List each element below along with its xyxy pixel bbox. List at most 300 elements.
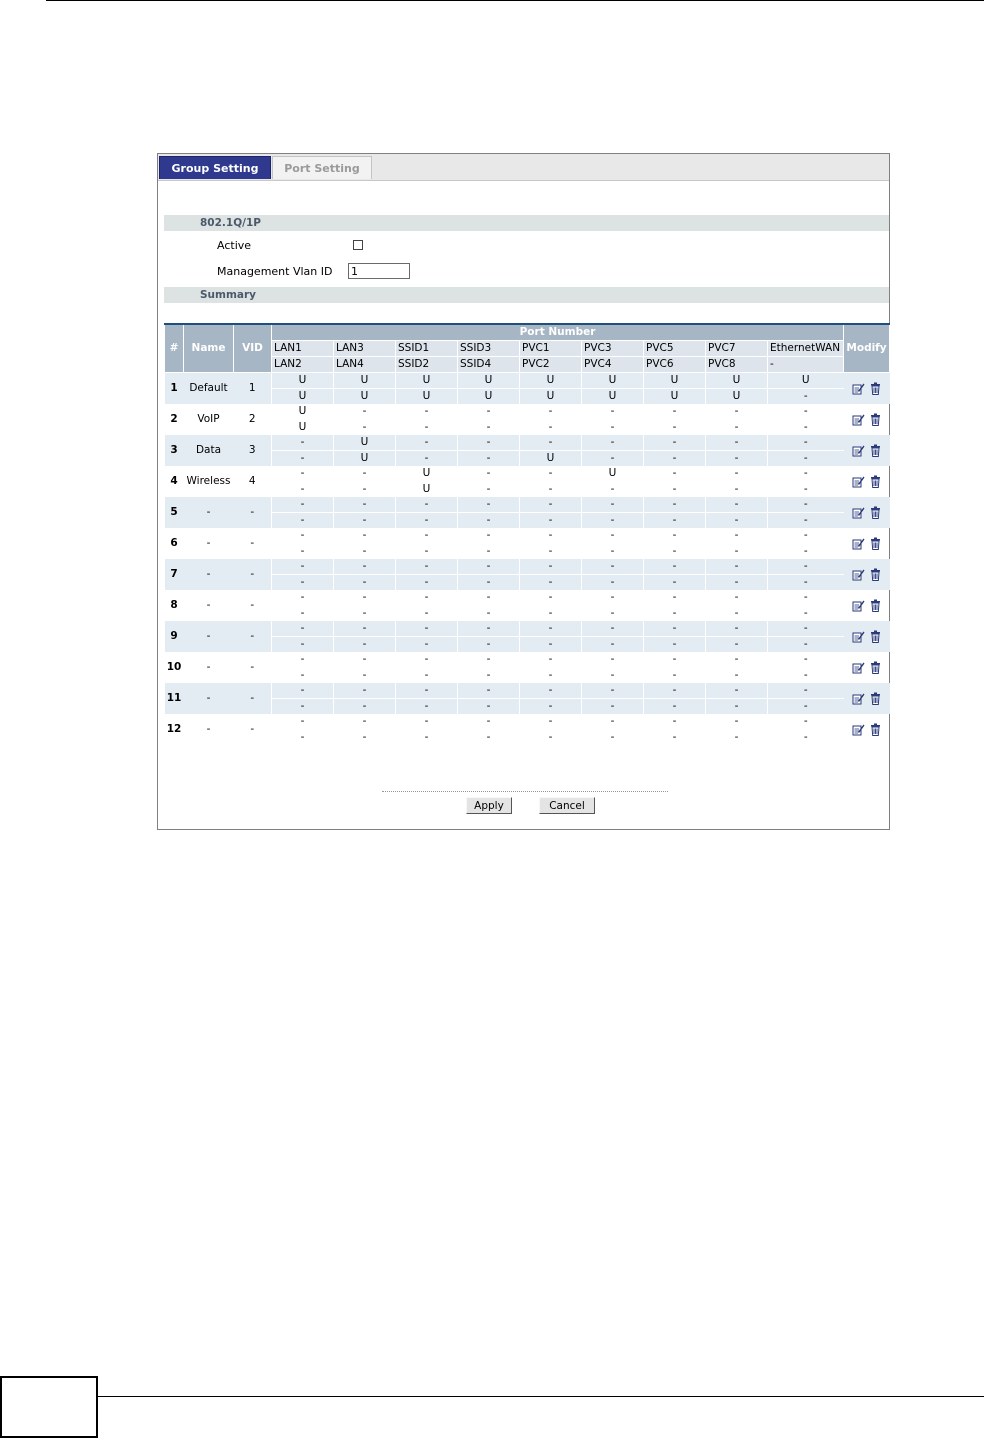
port-cell: -	[768, 404, 844, 420]
port-cell: -	[396, 435, 458, 451]
port-label: PVC8	[706, 357, 768, 373]
row-modify-actions	[844, 714, 890, 745]
port-cell: -	[706, 683, 768, 699]
port-cell: -	[520, 482, 582, 498]
row-name: -	[206, 661, 211, 673]
port-cell: -	[396, 559, 458, 575]
row-vid: -	[234, 683, 272, 714]
port-label: SSID2	[396, 357, 458, 373]
row-vid: -	[250, 723, 255, 735]
port-cell: -	[272, 699, 334, 715]
port-cell: U	[272, 389, 334, 405]
port-cell: -	[582, 435, 644, 451]
port-cell: -	[396, 652, 458, 668]
row-modify-actions	[844, 497, 890, 528]
port-cell: U	[582, 466, 644, 482]
port-cell: -	[768, 451, 844, 467]
port-cell: -	[458, 544, 520, 560]
apply-button[interactable]: Apply	[466, 797, 512, 814]
delete-icon[interactable]	[869, 506, 882, 519]
port-cell: -	[396, 404, 458, 420]
port-number-header: Port Number	[272, 324, 844, 341]
row-name: -	[206, 599, 211, 611]
edit-icon[interactable]	[852, 413, 865, 426]
port-cell: -	[582, 497, 644, 513]
port-cell: U	[458, 389, 520, 405]
edit-icon[interactable]	[852, 568, 865, 581]
col-num-header: #	[165, 324, 184, 373]
port-cell: U	[396, 389, 458, 405]
port-cell: -	[644, 497, 706, 513]
tab-group-setting[interactable]: Group Setting	[159, 156, 271, 179]
port-cell: -	[458, 435, 520, 451]
port-cell: -	[272, 606, 334, 622]
port-cell: -	[272, 528, 334, 544]
row-vid: 4	[248, 475, 256, 487]
port-cell: -	[582, 699, 644, 715]
port-cell: -	[706, 482, 768, 498]
port-cell: U	[272, 404, 334, 420]
port-cell: -	[458, 590, 520, 606]
port-cell: -	[706, 404, 768, 420]
port-cell: -	[458, 714, 520, 730]
port-cell: -	[334, 528, 396, 544]
port-cell: -	[334, 544, 396, 560]
port-label: PVC1	[520, 341, 582, 357]
port-cell: -	[520, 590, 582, 606]
port-cell: -	[706, 575, 768, 591]
port-cell: -	[272, 497, 334, 513]
port-cell: -	[644, 637, 706, 653]
port-cell: -	[644, 513, 706, 529]
port-cell: -	[582, 606, 644, 622]
port-cell: -	[706, 559, 768, 575]
port-cell: -	[520, 575, 582, 591]
delete-icon[interactable]	[869, 568, 882, 581]
delete-icon[interactable]	[869, 475, 882, 488]
table-row-ports-bottom	[165, 389, 890, 405]
col-modify-header: Modify	[844, 324, 890, 373]
port-cell: -	[520, 466, 582, 482]
port-cell: -	[396, 575, 458, 591]
port-cell: -	[582, 420, 644, 436]
port-cell: -	[520, 683, 582, 699]
port-cell: -	[334, 606, 396, 622]
port-cell: U	[768, 373, 844, 389]
port-cell: -	[396, 714, 458, 730]
port-cell: -	[272, 435, 334, 451]
row-number: 1	[165, 373, 184, 405]
table-row	[165, 714, 890, 730]
port-cell: U	[706, 389, 768, 405]
port-cell: -	[582, 544, 644, 560]
row-number: 3	[165, 435, 184, 466]
port-cell: -	[644, 652, 706, 668]
edit-icon[interactable]	[852, 723, 865, 736]
port-cell: -	[334, 683, 396, 699]
port-cell: -	[458, 575, 520, 591]
port-cell: -	[334, 699, 396, 715]
port-cell: -	[644, 730, 706, 746]
port-cell: -	[706, 652, 768, 668]
port-label: EthernetWAN	[768, 341, 844, 357]
row-vid: 3	[234, 435, 272, 466]
table-row	[165, 497, 890, 513]
port-cell: -	[334, 668, 396, 684]
row-number: 2	[170, 413, 178, 425]
delete-icon[interactable]	[869, 630, 882, 643]
port-cell: U	[396, 482, 458, 498]
port-cell: -	[768, 559, 844, 575]
port-cell: -	[272, 683, 334, 699]
row-modify-actions	[844, 559, 890, 590]
port-cell: -	[334, 714, 396, 730]
row-number: 10	[166, 661, 182, 673]
port-cell: -	[706, 544, 768, 560]
row-modify-actions	[844, 683, 890, 714]
port-cell: -	[768, 497, 844, 513]
row-name: -	[206, 723, 211, 735]
port-cell: -	[520, 730, 582, 746]
port-cell: -	[334, 420, 396, 436]
port-cell: -	[396, 590, 458, 606]
port-cell: -	[396, 621, 458, 637]
port-cell: U	[582, 373, 644, 389]
delete-icon[interactable]	[869, 444, 882, 457]
active-label: Active	[217, 239, 252, 252]
port-cell: -	[520, 621, 582, 637]
port-cell: -	[768, 528, 844, 544]
port-cell: -	[768, 699, 844, 715]
port-cell: -	[706, 590, 768, 606]
button-divider	[382, 791, 668, 792]
port-cell: -	[458, 482, 520, 498]
port-cell: -	[272, 513, 334, 529]
port-cell: -	[582, 404, 644, 420]
table-row	[165, 373, 890, 389]
edit-icon[interactable]	[852, 661, 865, 674]
port-label: SSID1	[396, 341, 458, 357]
port-cell: -	[396, 668, 458, 684]
row-name: -	[206, 537, 211, 549]
port-cell: -	[458, 637, 520, 653]
port-cell: -	[272, 621, 334, 637]
row-vid: 2	[248, 413, 256, 425]
row-name: Data	[184, 435, 234, 466]
port-label: SSID3	[458, 341, 520, 357]
port-label: LAN1	[272, 341, 334, 357]
port-cell: -	[272, 575, 334, 591]
port-cell: -	[768, 730, 844, 746]
port-cell: U	[520, 373, 582, 389]
port-cell: -	[706, 699, 768, 715]
page-top-rule	[46, 0, 984, 1]
table-row	[165, 466, 890, 482]
port-cell: -	[396, 683, 458, 699]
port-cell: -	[520, 714, 582, 730]
port-cell: U	[644, 389, 706, 405]
row-name: -	[184, 559, 234, 590]
active-checkbox[interactable]	[353, 240, 363, 250]
port-cell: -	[334, 466, 396, 482]
port-cell: -	[768, 683, 844, 699]
port-cell: -	[644, 714, 706, 730]
port-cell: -	[520, 652, 582, 668]
port-cell: -	[706, 637, 768, 653]
port-cell: -	[334, 637, 396, 653]
page-number-box	[0, 1376, 98, 1438]
row-number: 4	[170, 475, 178, 487]
delete-icon[interactable]	[869, 537, 882, 550]
port-cell: -	[644, 482, 706, 498]
edit-icon[interactable]	[852, 599, 865, 612]
port-cell: -	[644, 404, 706, 420]
row-vid: -	[250, 661, 255, 673]
port-cell: -	[768, 714, 844, 730]
port-cell: -	[272, 730, 334, 746]
table-row-ports-bottom	[165, 699, 890, 715]
table-row	[165, 528, 890, 544]
row-name: -	[184, 497, 234, 528]
port-label: PVC2	[520, 357, 582, 373]
edit-icon[interactable]	[852, 444, 865, 457]
port-label: LAN3	[334, 341, 396, 357]
port-cell: -	[272, 652, 334, 668]
port-cell: -	[458, 683, 520, 699]
port-cell: -	[644, 559, 706, 575]
port-cell: -	[458, 451, 520, 467]
port-cell: -	[582, 451, 644, 467]
edit-icon[interactable]	[852, 537, 865, 550]
port-cell: U	[520, 389, 582, 405]
row-name: -	[184, 683, 234, 714]
edit-icon[interactable]	[852, 630, 865, 643]
delete-icon[interactable]	[869, 723, 882, 736]
port-cell: -	[768, 606, 844, 622]
table-row	[165, 590, 890, 606]
port-cell: U	[582, 389, 644, 405]
port-cell: -	[334, 621, 396, 637]
port-cell: -	[582, 683, 644, 699]
port-cell: -	[706, 730, 768, 746]
port-cell: -	[582, 590, 644, 606]
port-cell: -	[644, 621, 706, 637]
port-cell: -	[334, 590, 396, 606]
tab-port-setting[interactable]: Port Setting	[272, 156, 372, 179]
edit-icon[interactable]	[852, 382, 865, 395]
port-cell: -	[272, 714, 334, 730]
port-label: PVC6	[644, 357, 706, 373]
table-row-ports-bottom	[165, 668, 890, 684]
port-cell: U	[272, 420, 334, 436]
port-cell: -	[582, 482, 644, 498]
port-cell: -	[582, 528, 644, 544]
port-cell: -	[458, 621, 520, 637]
tab-bar	[158, 154, 889, 181]
port-cell: -	[520, 559, 582, 575]
table-row	[165, 683, 890, 699]
port-cell: -	[768, 637, 844, 653]
port-cell: -	[520, 497, 582, 513]
port-cell: -	[396, 451, 458, 467]
port-cell: -	[520, 420, 582, 436]
port-cell: -	[706, 714, 768, 730]
port-cell: -	[334, 730, 396, 746]
port-cell: -	[706, 466, 768, 482]
port-cell: -	[768, 466, 844, 482]
port-cell: -	[458, 559, 520, 575]
row-number: 6	[170, 537, 178, 549]
port-cell: -	[582, 575, 644, 591]
port-cell: -	[706, 451, 768, 467]
row-modify-actions	[844, 373, 890, 405]
port-cell: -	[644, 575, 706, 591]
port-cell: -	[644, 420, 706, 436]
port-cell: -	[520, 699, 582, 715]
port-cell: -	[458, 404, 520, 420]
edit-icon[interactable]	[852, 475, 865, 488]
row-modify-actions	[844, 652, 890, 683]
port-cell: -	[520, 435, 582, 451]
port-cell: -	[644, 606, 706, 622]
port-cell: -	[520, 606, 582, 622]
col-vid-header: VID	[234, 324, 272, 373]
port-cell: -	[582, 714, 644, 730]
port-cell: -	[334, 404, 396, 420]
port-cell: -	[582, 652, 644, 668]
port-cell: U	[334, 373, 396, 389]
delete-icon[interactable]	[869, 413, 882, 426]
port-cell: U	[334, 435, 396, 451]
port-cell: -	[458, 528, 520, 544]
port-label: -	[768, 357, 844, 373]
port-cell: -	[706, 497, 768, 513]
port-label: PVC7	[706, 341, 768, 357]
port-cell: -	[458, 730, 520, 746]
port-cell: -	[396, 528, 458, 544]
row-number: 11	[165, 683, 184, 714]
port-cell: -	[396, 544, 458, 560]
port-cell: -	[272, 590, 334, 606]
port-cell: -	[768, 420, 844, 436]
port-cell: -	[582, 668, 644, 684]
port-cell: -	[396, 497, 458, 513]
port-cell: -	[768, 652, 844, 668]
table-row	[165, 652, 890, 668]
port-cell: -	[706, 621, 768, 637]
port-cell: -	[706, 420, 768, 436]
table-row-ports-bottom	[165, 482, 890, 498]
delete-icon[interactable]	[869, 382, 882, 395]
row-modify-actions	[844, 404, 890, 435]
cancel-button[interactable]: Cancel	[539, 797, 595, 814]
port-cell: -	[458, 699, 520, 715]
row-number: 7	[165, 559, 184, 590]
table-row-ports-bottom	[165, 544, 890, 560]
table-row-ports-bottom	[165, 420, 890, 436]
row-vid: -	[250, 599, 255, 611]
table-row-ports-bottom	[165, 730, 890, 746]
port-cell: -	[768, 389, 844, 405]
port-cell: -	[644, 699, 706, 715]
row-modify-actions	[844, 590, 890, 621]
row-vid: 1	[234, 373, 272, 405]
port-cell: -	[644, 590, 706, 606]
row-number: 8	[170, 599, 178, 611]
port-cell: -	[334, 559, 396, 575]
row-vid: -	[234, 559, 272, 590]
row-name: Default	[184, 373, 234, 405]
delete-icon[interactable]	[869, 599, 882, 612]
table-row-ports-bottom	[165, 575, 890, 591]
port-cell: -	[520, 528, 582, 544]
port-cell: U	[396, 466, 458, 482]
port-cell: -	[272, 544, 334, 560]
port-cell: U	[334, 451, 396, 467]
port-cell: -	[396, 513, 458, 529]
port-cell: -	[396, 420, 458, 436]
page-bottom-rule	[0, 1396, 984, 1397]
table-row	[165, 621, 890, 637]
port-cell: -	[520, 637, 582, 653]
port-cell: -	[458, 497, 520, 513]
port-cell: -	[644, 683, 706, 699]
row-modify-actions	[844, 435, 890, 466]
table-row-ports-bottom	[165, 606, 890, 622]
port-cell: -	[396, 637, 458, 653]
port-cell: -	[768, 482, 844, 498]
delete-icon[interactable]	[869, 692, 882, 705]
port-cell: -	[644, 528, 706, 544]
port-cell: -	[520, 513, 582, 529]
port-cell: -	[706, 513, 768, 529]
port-cell: -	[582, 559, 644, 575]
vlan-summary-table	[164, 323, 890, 745]
table-row	[165, 559, 890, 575]
port-label: PVC5	[644, 341, 706, 357]
port-cell: -	[706, 606, 768, 622]
port-cell: -	[396, 606, 458, 622]
port-cell: -	[520, 404, 582, 420]
delete-icon[interactable]	[869, 661, 882, 674]
port-cell: -	[520, 544, 582, 560]
port-cell: -	[458, 606, 520, 622]
port-cell: -	[706, 435, 768, 451]
edit-icon[interactable]	[852, 692, 865, 705]
port-cell: -	[458, 420, 520, 436]
port-cell: -	[768, 513, 844, 529]
port-cell: -	[644, 451, 706, 467]
port-cell: -	[768, 544, 844, 560]
port-cell: U	[396, 373, 458, 389]
port-cell: -	[272, 482, 334, 498]
row-name: Wireless	[186, 475, 231, 487]
table-row	[165, 435, 890, 451]
port-label: SSID4	[458, 357, 520, 373]
port-cell: -	[706, 528, 768, 544]
edit-icon[interactable]	[852, 506, 865, 519]
port-cell: -	[272, 668, 334, 684]
port-cell: -	[272, 559, 334, 575]
port-cell: -	[272, 637, 334, 653]
port-cell: -	[334, 482, 396, 498]
row-vid: -	[234, 621, 272, 652]
section-8021q-header: 802.1Q/1P	[164, 215, 889, 231]
mgmt-vlan-input[interactable]	[348, 263, 410, 279]
port-cell: -	[272, 451, 334, 467]
port-cell: -	[644, 435, 706, 451]
table-row	[165, 404, 890, 420]
